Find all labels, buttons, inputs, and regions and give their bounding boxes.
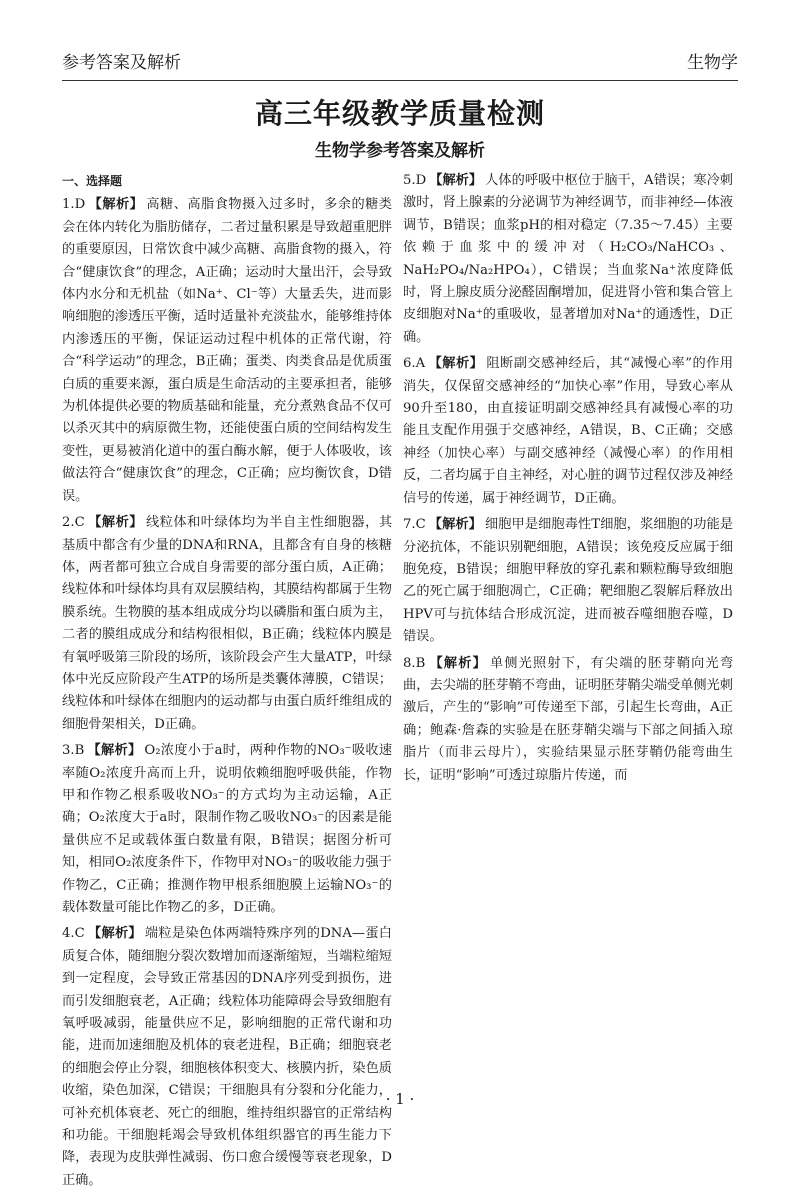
header-left-label: 参考答案及解析 [62,52,181,73]
section-heading: 一、选择题 [62,174,123,188]
question-text: 人体的呼吸中枢位于脑干，A错误；寒冷刺激时，肾上腺素的分泌调节为神经调节，而非神经—体液调节，B错误；血浆pH的相对稳定（7.35～7.45）主要依赖于血浆中的缓冲对（H₂CO₃/NaHCO₃、NaH₂PO₄/Na₂HPO₄），C错误；当血浆Na⁺浓度降低时，肾上腺皮质分泌醛固酮增加，促进肾小管和集合管上皮细胞对Na⁺的重吸收，显著增加对Na⁺的通透性，D正确。 [403,173,733,345]
analysis-tag: 【解析】 [87,743,142,759]
question-text: 细胞甲是细胞毒性T细胞，浆细胞的功能是分泌抗体，不能识别靶细胞，A错误；该免疫反应属于细胞免疫，B错误；细胞甲释放的穿孔素和颗粒酶导致细胞乙的死亡属于细胞凋亡，C正确；靶细胞乙裂解后释放出HPV可与抗体结合形成沉淀，进而被吞噬细胞吞噬，D错误。 [403,517,734,645]
analysis-tag: 【解析】 [88,197,144,213]
question-number: 2.C [62,515,85,531]
document-title: 高三年级教学质量检测 [254,97,545,130]
question-number: 3.B [62,743,85,759]
question-text: 高糖、高脂食物摄入过多时，多余的糖类会在体内转化为脂肪储存，二者过量积累是导致超重肥胖的重要原因，日常饮食中减少高糖、高脂食物的摄入，符合“健康饮食”的理念，A正确；运动时大量出汗，会导致体内水分和无机盐（如Na⁺、Cl⁻等）大量丢失，进而影响细胞的渗透压平衡，适时适量补充淡盐水，能够维持体内渗透压的平衡，保证运动过程中机体的正常代谢，符合“科学运动”的理念，B正确；蛋类、肉类食品是优质蛋白质的重要来源，蛋白质是生命活动的主要承担者，能够为机体提供必要的物质基础和能量，充分煮熟食品不仅可以杀灭其中的病原微生物，还能使蛋白质的空间结构发生变性，更易被消化道中的蛋白酶水解，便于人体吸收，该做法符合“健康饮食”的理念，C正确；应均衡饮食，D错误。 [62,197,392,504]
question-3 [62,740,392,919]
question-1 [62,194,392,508]
analysis-tag: 【解析】 [428,517,482,533]
question-text: 单侧光照射下，有尖端的胚芽鞘向光弯曲，去尖端的胚芽鞘不弯曲，证明胚芽鞘尖端受单侧光刺激后，产生的“影响”可传递至下部，引起生长弯曲，A正确；鲍森·詹森的实验是在胚芽鞘尖端与下部之间插入琼脂片（而非云母片），实验结果显示胚芽鞘仍能弯曲生长，证明“影响”可透过琼脂片传递，而 [403,655,734,783]
document-subtitle: 生物学参考答案及解析 [315,141,485,161]
question-number: 5.D [403,173,427,188]
right-column [403,170,733,791]
question-text: 阻断副交感神经后，其“减慢心率”的作用消失，仅保留交感神经的“加快心率”作用，导致心率从90升至180，由直接证明副交感神经具有减慢心率的功能且支配作用强于交感神经，A错误，B、C正确；交感神经（加快心率）与副交感神经（减慢心率）的作用相反，二者均属于自主神经，对心脏的调节过程仅涉及神经信号的传递，属于神经调节，D正确。 [403,356,734,506]
question-text: 端粒是染色体两端特殊序列的DNA—蛋白质复合体，随细胞分裂次数增加而逐渐缩短，当端粒缩短到一定程度，会导致正常基因的DNA序列受到损伤，进而引发细胞衰老，A正确；线粒体功能障碍会导致细胞有氧呼吸减弱，能量供应不足，影响细胞的正常代谢和功能，进而加速细胞及机体的衰老进程，B正确；细胞衰老的细胞会停止分裂，细胞核体积变大、核膜内折，染色质收缩，染色加深，C错误；干细胞具有分裂和分化能力，可补充机体衰老、死亡的细胞，维持组织器官的正常结构和功能。干细胞耗竭会导致机体组织器官的再生能力下降，表现为皮肤弹性减弱、伤口愈合缓慢等衰老现象，D正确。 [62,926,392,1188]
question-5 [403,170,733,349]
analysis-tag: 【解析】 [428,356,484,372]
header-right-label: 生物学 [687,52,738,73]
analysis-tag: 【解析】 [428,655,487,671]
question-2 [62,512,392,736]
question-text: O₂浓度小于a时，两种作物的NO₃⁻吸收速率随O₂浓度升高而上升，说明依赖细胞呼吸供能，作物甲和作物乙根系吸收NO₃⁻的方式均为主动运输，A正确；O₂浓度大于a时，限制作物乙吸收NO₃⁻的因素是能量供应不足或载体蛋白数量有限，B错误；据图分析可知，相同O₂浓度条件下，作物甲对NO₃⁻的吸收能力强于作物乙，C正确；推测作物甲根系细胞膜上运输NO₃⁻的载体数量可能比作物乙的多，D正确。 [62,743,393,915]
question-text: 线粒体和叶绿体均为半自主性细胞器，其基质中都含有少量的DNA和RNA，且都含有自身的核糖体，两者都可独立合成自身需要的部分蛋白质，A正确；线粒体和叶绿体均具有双层膜结构，其膜结构都属于生物膜系统。生物膜的基本组成成分均以磷脂和蛋白质为主，二者的膜组成成分和结构很相似，B正确；线粒体内膜是有氧呼吸第三阶段的场所，该阶段会产生大量ATP，叶绿体中光反应阶段产生ATP的场所是类囊体薄膜，C错误；线粒体和叶绿体在细胞内的运动都与由蛋白质纤维组成的细胞骨架相关，D正确。 [62,515,393,732]
question-6 [403,353,733,510]
analysis-tag: 【解析】 [87,515,143,531]
left-column [62,170,392,1196]
question-number: 1.D [62,197,86,213]
analysis-tag: 【解析】 [429,173,483,188]
question-number: 7.C [403,517,426,533]
question-8 [403,653,733,787]
question-4 [62,923,392,1192]
page-number: · 1 · [385,1090,415,1108]
question-number: 4.C [62,926,85,942]
page-header [62,40,738,81]
question-7 [403,514,733,648]
question-number: 6.A [403,356,426,372]
question-number: 8.B [403,655,426,671]
analysis-tag: 【解析】 [87,926,142,942]
